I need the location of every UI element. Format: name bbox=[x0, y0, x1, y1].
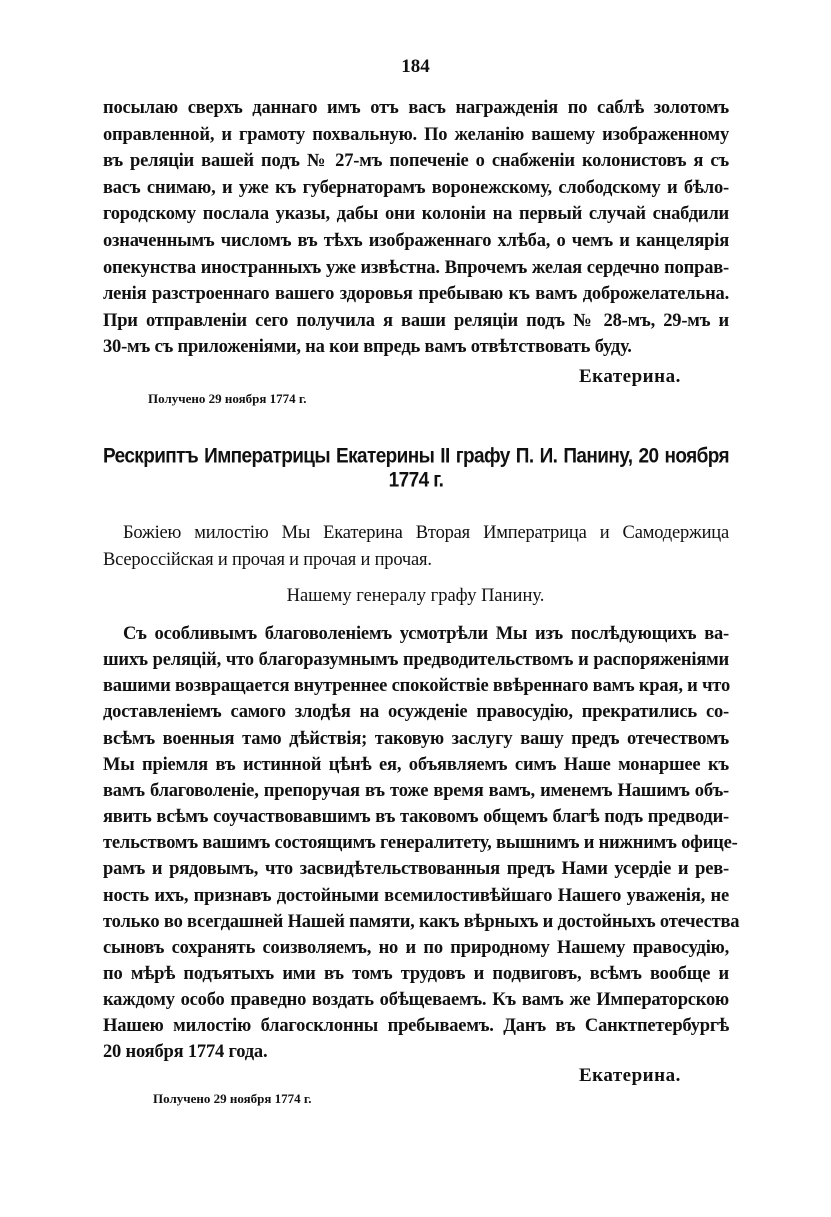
text-line: 20 ноября 1774 года. bbox=[103, 1042, 268, 1063]
text-line: всѣмъ военныя тамо дѣйствія; таковую заслугу вашу предъ отечествомъ bbox=[103, 728, 729, 749]
text-line: явить всѣмъ соучаствовавшимъ въ таковомъ общемъ благѣ подъ предводи- bbox=[103, 807, 729, 828]
text-line: означеннымъ числомъ въ тѣхъ изображеннаго хлѣба, о чемъ и канцелярія bbox=[103, 231, 729, 251]
text-line: въ реляціи вашей подъ № 27-мъ попеченіе о снабженіи колонистовъ я съ bbox=[103, 151, 729, 172]
text-line: доставленіемъ самого злодѣя на осужденіе правосудію, прекратились со- bbox=[103, 702, 729, 723]
text-line: оправленной, и грамоту похвальную. По желанію вашему изображенному bbox=[103, 124, 729, 145]
text-line: вашими возвращается внутреннее спокойствіе ввѣреннаго вамъ края, и что bbox=[103, 676, 730, 697]
received-note: Получено 29 ноября 1774 г. bbox=[148, 391, 307, 406]
text-line: ность ихъ, признавъ достойными всемилостивѣйшаго Нашего уваженія, не bbox=[103, 885, 729, 906]
rescript-address: Нашему генералу графу Панину. bbox=[286, 586, 545, 606]
text-line: вамъ благоволеніе, препоручая въ тоже время вамъ, именемъ Нашимъ объ- bbox=[103, 780, 729, 801]
text-line: Нашею милостію благосклонны пребываемъ. Данъ въ Санктпетербургѣ bbox=[103, 1016, 729, 1037]
text-line: ленія разстроеннаго вашего здоровья пребываю къ вамъ доброжелательна. bbox=[103, 284, 729, 305]
text-line: васъ снимаю, и уже къ губернаторамъ воронежскому, слободскому и бѣло- bbox=[103, 177, 729, 198]
heading-line: 1774 г. bbox=[388, 468, 444, 492]
text-line: Божіею милостію Мы Екатерина Вторая Императрица и Самодержица bbox=[123, 523, 729, 543]
heading-line: Рескриптъ Императрицы Екатерины II графу П. И. Панину, 20 ноября bbox=[103, 444, 729, 468]
signature: Екатерина. bbox=[579, 366, 681, 387]
text-line: только во всегдашней Нашей памяти, какъ вѣрныхъ и достойныхъ отечества bbox=[103, 911, 740, 932]
text-line: опекунства иностранныхъ уже извѣстна. Впрочемъ желая сердечно поправ- bbox=[103, 257, 729, 278]
received-note: Получено 29 ноября 1774 г. bbox=[153, 1091, 312, 1106]
text-line: 30-мъ съ приложеніями, на кои впредь вамъ отвѣтствовать буду. bbox=[103, 337, 632, 358]
text-line: городскому послала указы, дабы они колоніи на первый случай снабдили bbox=[103, 204, 729, 225]
text-line: Всероссійская и прочая и прочая и прочая. bbox=[103, 550, 432, 570]
text-line: посылаю сверхъ даннаго имъ отъ васъ награжденія по саблѣ золотомъ bbox=[103, 98, 729, 118]
text-line: рамъ и рядовымъ, что засвидѣтельствованныя предъ Нами усердіе и рев- bbox=[103, 859, 729, 880]
text-line: При отправленіи сего получила я ваши реляціи подъ № 28-мъ, 29-мъ и bbox=[103, 310, 729, 331]
text-line: Мы пріемля въ истинной цѣнѣ ея, объявляемъ симъ Наше монаршее къ bbox=[103, 754, 729, 775]
text-line: по мѣрѣ подъятыхъ ими въ томъ трудовъ и подвиговъ, всѣмъ вообще и bbox=[103, 963, 729, 984]
text-line: сыновъ сохранять соизволяемъ, но и по природному Нашему правосудію, bbox=[103, 937, 729, 958]
signature: Екатерина. bbox=[579, 1065, 681, 1086]
text-line: Съ особливымъ благоволеніемъ усмотрѣли Мы изъ послѣдующихъ ва- bbox=[123, 624, 729, 644]
text-line: шихъ реляцій, что благоразумнымъ предводительствомъ и распоряженіями bbox=[103, 650, 729, 671]
page-number: 184 bbox=[401, 56, 430, 77]
text-line: тельствомъ вашимъ состоящимъ генералитету, вышнимъ и нижнимъ офице- bbox=[103, 833, 738, 854]
text-line: каждому особо праведно воздать обѣщеваемъ. Къ вамъ же Императорскою bbox=[103, 990, 729, 1011]
